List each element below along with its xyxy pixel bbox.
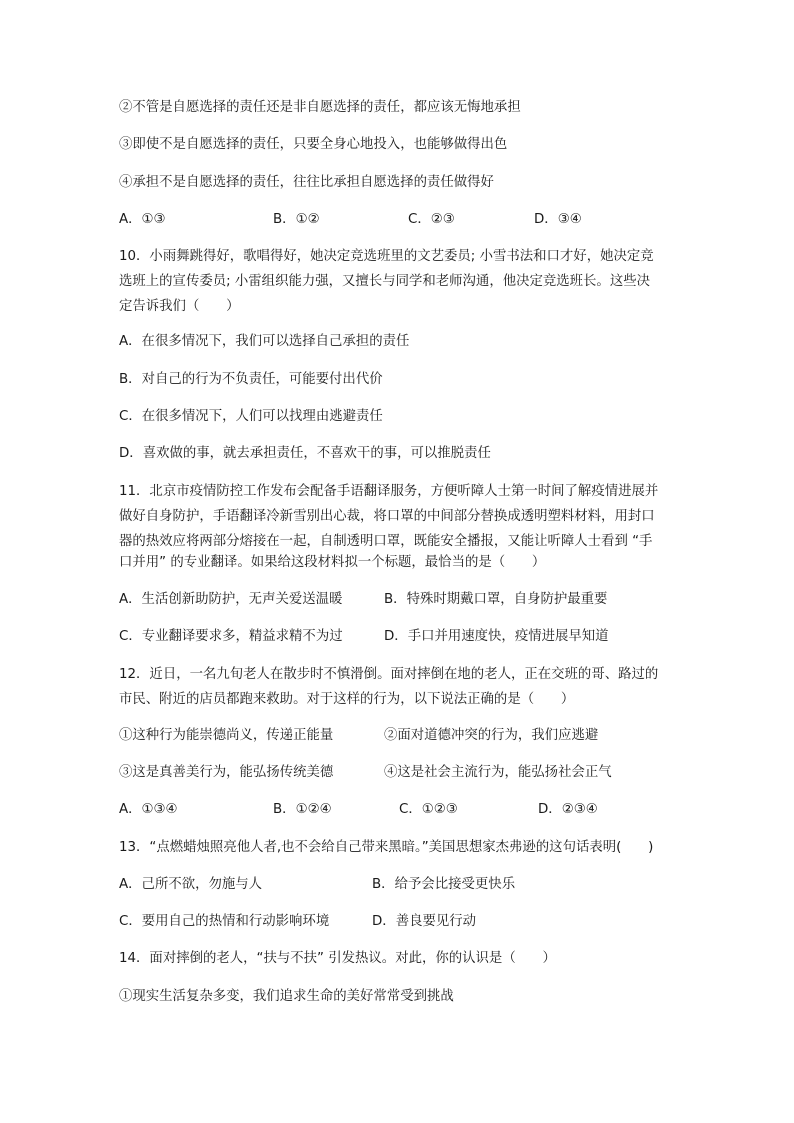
q10-option-b: B．对自己的行为不负责任，可能要付出代价 <box>119 372 383 387</box>
q13-option-b: B．给予会比接受更快乐 <box>372 877 516 892</box>
q10-option-c: C．在很多情况下，人们可以找理由逃避责任 <box>119 409 383 424</box>
q11-stem-line-2: 做好自身防护，手语翻译冷新雪别出心裁，将口罩的中间部分替换成透明塑料材料，用封口 <box>119 509 655 524</box>
q9-statement-3: ③即使不是自愿选择的责任，只要全身心地投入，也能够做得出色 <box>119 137 508 152</box>
q11-option-a: A．生活创新助防护，无声关爱送温暖 <box>119 592 343 607</box>
q12-statement-1: ①这种行为能崇德尚义，传递正能量 <box>119 728 334 743</box>
q11-stem-line-1: 11．北京市疫情防控工作发布会配备手语翻译服务，方便听障人士第一时间了解疫情进展并 <box>119 484 659 499</box>
q12-stem-line-1: 12．近日，一名九旬老人在散步时不慎滑倒。面对摔倒在地的老人，正在交班的哥、路过的 <box>119 667 659 682</box>
q9-statement-2: ②不管是自愿选择的责任还是非自愿选择的责任，都应该无悔地承担 <box>119 100 521 115</box>
q12-option-b: B．①②④ <box>273 802 332 817</box>
q11-option-c: C．专业翻译要求多，精益求精不为过 <box>119 629 343 644</box>
q10-stem-line-3: 定告诉我们（ ） <box>119 299 240 314</box>
q9-option-c: C．②③ <box>408 212 455 227</box>
q11-stem-line-4: 口并用” 的专业翻译。如果给这段材料拟一个标题，最恰当的是（ ） <box>119 555 546 570</box>
q10-option-a: A．在很多情况下，我们可以选择自己承担的责任 <box>119 334 410 349</box>
q12-statement-3: ③这是真善美行为，能弘扬传统美德 <box>119 765 334 780</box>
q10-option-d: D．喜欢做的事，就去承担责任，不喜欢干的事，可以推脱责任 <box>119 446 491 461</box>
q13-option-a: A．己所不欲，勿施与人 <box>119 877 263 892</box>
q12-option-d: D．②③④ <box>538 802 598 817</box>
q12-statement-4: ④这是社会主流行为，能弘扬社会正气 <box>384 765 612 780</box>
q11-option-b: B．特殊时期戴口罩，自身防护最重要 <box>384 592 608 607</box>
q9-option-d: D．③④ <box>534 212 582 227</box>
q9-option-b: B．①② <box>273 212 320 227</box>
q11-stem-line-3: 器的热效应将两部分熔接在一起，自制透明口罩，既能安全播报，又能让听障人士看到 “手 <box>119 534 653 549</box>
q12-option-a: A．①③④ <box>119 802 178 817</box>
q14-statement-1: ①现实生活复杂多变，我们追求生命的美好常常受到挑战 <box>119 989 454 1004</box>
q13-option-c: C．要用自己的热情和行动影响环境 <box>119 914 330 929</box>
q13-stem-line-1: 13．“点燃蜡烛照亮他人者,也不会给自己带来黑暗。”美国思想家杰弗逊的这句话表明( ) <box>119 840 654 855</box>
q11-option-d: D．手口并用速度快，疫情进展早知道 <box>384 629 609 644</box>
q12-option-c: C．①②③ <box>399 802 458 817</box>
q12-statement-2: ②面对道德冲突的行为，我们应逃避 <box>384 728 599 743</box>
q14-stem-line-1: 14．面对摔倒的老人，“扶与不扶” 引发热议。对此，你的认识是（ ） <box>119 951 556 966</box>
q12-stem-line-2: 市民、附近的店员都跑来救助。对于这样的行为，以下说法正确的是（ ） <box>119 692 575 707</box>
q10-stem-line-2: 选班上的宣传委员; 小雷组织能力强，又擅长与同学和老师沟通，他决定竞选班长。这些决 <box>119 274 650 289</box>
q10-stem-line-1: 10．小雨舞跳得好，歌唱得好，她决定竞选班里的文艺委员; 小雪书法和口才好，她决定竞 <box>119 249 654 264</box>
q9-statement-4: ④承担不是自愿选择的责任，往往比承担自愿选择的责任做得好 <box>119 175 494 190</box>
q9-option-a: A．①③ <box>119 212 166 227</box>
q13-option-d: D．善良要见行动 <box>372 914 477 929</box>
